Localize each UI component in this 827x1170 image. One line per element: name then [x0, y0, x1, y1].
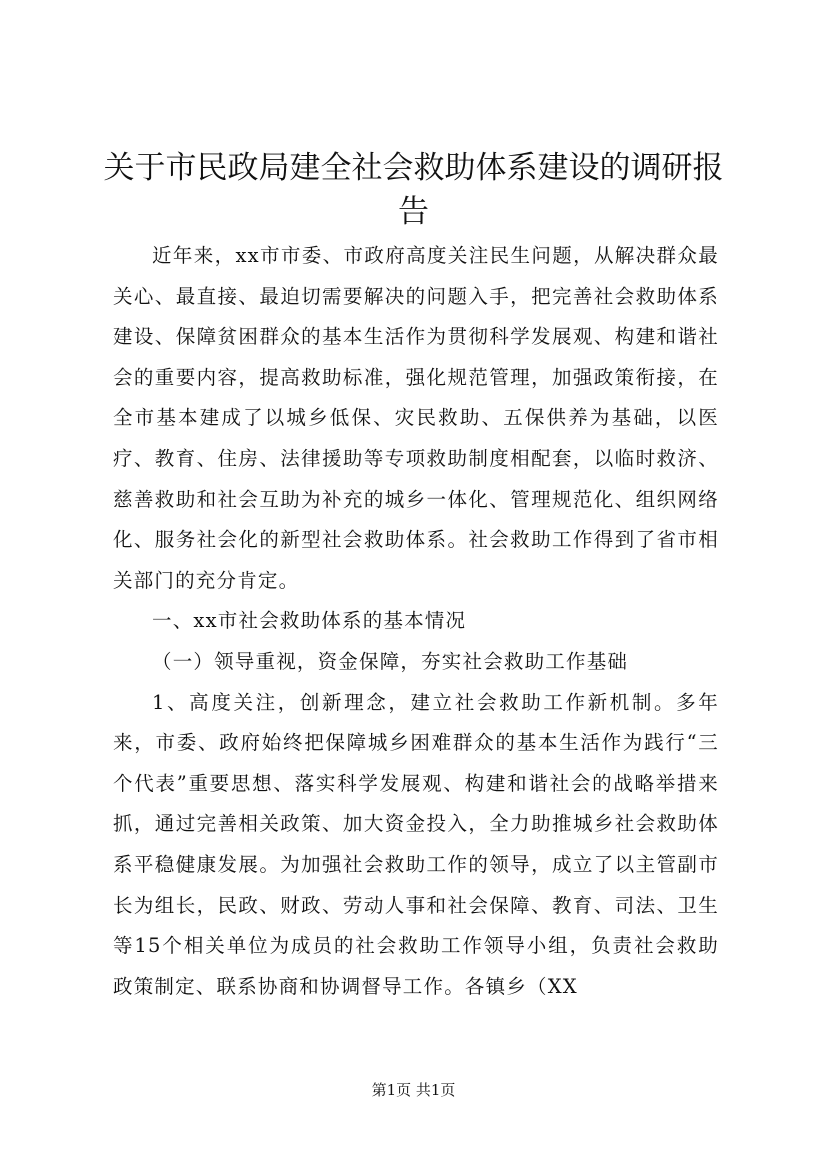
subsection-heading-1: （一）领导重视，资金保障，夯实社会救助工作基础 [152, 649, 629, 673]
page-footer: 第1页 共1页 [371, 1081, 456, 1099]
section-heading-1: 一、xx市社会救助体系的基本情况 [152, 609, 467, 633]
document-title: 关于市民政局建全社会救助体系建设的调研报告 [103, 150, 724, 230]
paragraph-item-1: 1、高度关注，创新理念，建立社会救助工作新机制。多年来，市委、政府始终把保障城乡困难群众的基本生活作为践行“三个代表”重要思想、落实科学发展观、构建和谐社会的战略举措来抓，通过完善相关政策、加大资金投入，全力助推城乡社会救助体系平稳健康发展。为加强社会救助工作的领导，成立了以主管副市长为组长，民政、财政、劳动人事和社会保障、教育、司法、卫生等15个相关单位为成员的社会救助工作领导小组，负责社会救助政策制定、联系协商和协调督导工作。各镇乡（XX [113, 690, 719, 998]
paragraph-intro: 近年来，xx市市委、市政府高度关注民生问题，从解决群众最关心、最直接、最迫切需要解决的问题入手，把完善社会救助体系建设、保障贫困群众的基本生活作为贯彻科学发展观、构建和谐社会的重要内容，提高救助标准，强化规范管理，加强政策衔接，在全市基本建成了以城乡低保、灾民救助、五保供养为基础，以医疗、教育、住房、法律援助等专项救助制度相配套，以临时救济、慈善救助和社会互助为补充的城乡一体化、管理规范化、组织网络化、服务社会化的新型社会救助体系。社会救助工作得到了省市相关部门的充分肯定。 [113, 244, 719, 592]
document-body [113, 236, 719, 1007]
